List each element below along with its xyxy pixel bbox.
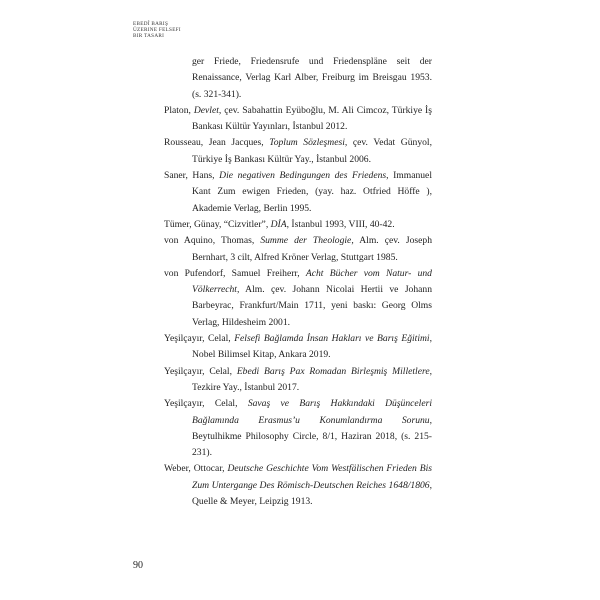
running-head-line-3: BIR TASARI: [133, 33, 165, 39]
entry-title: Toplum Sözleşmesi: [269, 137, 345, 149]
bibliography-entry: Platon, Devlet, çev. Sabahattin Eyüboğlu, M. Ali Cimcoz, Türkiye İş Bankası Kültür Yayınları, İstanbul 2012.: [164, 104, 432, 133]
entry-title: Summe der Theologie: [260, 235, 352, 247]
running-head: [133, 21, 181, 39]
entry-title: Felsefi Bağlamda İnsan Hakları ve Barış Eğitimi: [234, 333, 430, 345]
entry-title: Die negativen Bedingungen des Friedens: [219, 170, 387, 182]
bibliography-entry: Yeşilçayır, Celal, Felsefi Bağlamda İnsan Hakları ve Barış Eğitimi, Nobel Bilimsel Kitap, Ankara 2019.: [164, 333, 433, 361]
bibliography-entry: von Pufendorf, Samuel Freiherr, Acht Bücher vom Natur- und Völkerrecht, Alm. çev. Johann Nicolai Hertii ve Johann Barbeyrac, Frankfurt/Main 1711, yeni baskı: Georg Olms Verlag, Hildesheim 2001.: [164, 267, 432, 328]
bibliography-entry: Rousseau, Jean Jacques, Toplum Sözleşmesi, çev. Vedat Günyol, Türkiye İş Bankası Kültür Yay., İstanbul 2006.: [164, 137, 432, 165]
entry-title: Savaş ve Barış Hakkındaki Düşünceleri Bağlamında Erasmus’u Konumlandırma Sorunu: [192, 398, 432, 426]
running-head-line-1: EBEDÎ BARIŞ: [133, 21, 169, 27]
entry-title: Acht Bücher vom Natur- und Völkerrecht: [192, 267, 432, 296]
entry-title: Devlet: [193, 104, 219, 116]
entry-title: DİA: [270, 218, 287, 230]
running-head-line-2: ÜZERINE FELSEFI: [133, 27, 181, 33]
bibliography-entry: Yeşilçayır, Celal, Ebedi Barış Pax Romadan Birleşmiş Milletlere, Tezkire Yay., İstanbul 2017.: [164, 365, 433, 393]
page-number: 90: [133, 560, 143, 571]
bibliography-entry: Weber, Ottocar, Deutsche Geschichte Vom Westfälischen Frieden Bis Zum Untergange Des Römisch-Deutschen Reiches 1648/1806, Quelle & Meyer, Leipzig 1913.: [164, 463, 432, 508]
entry-title: Ebedi Barış Pax Romadan Birleşmiş Milletlere: [236, 365, 430, 377]
bibliography-list: [164, 54, 432, 510]
bibliography-entry: Tümer, Günay, “Cizvitler”, DİA, İstanbul 1993, VIII, 40-42.: [164, 218, 395, 230]
bibliography-entry: ger Friede, Friedensrufe und Friedenspläne seit der Renaissance, Verlag Karl Alber, Freiburg im Breisgau 1953. (s. 321-341).: [192, 56, 432, 100]
bibliography-entry: Yeşilçayır, Celal, Savaş ve Barış Hakkındaki Düşünceleri Bağlamında Erasmus’u Konumlandırma Sorunu, Beytulhikme Philosophy Circle, 8/1, Haziran 2018, (s. 215-231).: [164, 398, 432, 459]
entry-title: Deutsche Geschichte Vom Westfälischen Frieden Bis Zum Untergange Des Römisch-Deutschen Reiches 1648/1806: [192, 463, 432, 491]
bibliography-entry: von Aquino, Thomas, Summe der Theologie, Alm. çev. Joseph Bernhart, 3 cilt, Alfred Kröner Verlag, Stuttgart 1985.: [164, 235, 432, 263]
bibliography-entry: Saner, Hans, Die negativen Bedingungen des Friedens, Immanuel Kant Zum ewigen Frieden, (yay. haz. Otfried Höffe ), Akademie Verlag, Berlin 1995.: [164, 170, 432, 214]
